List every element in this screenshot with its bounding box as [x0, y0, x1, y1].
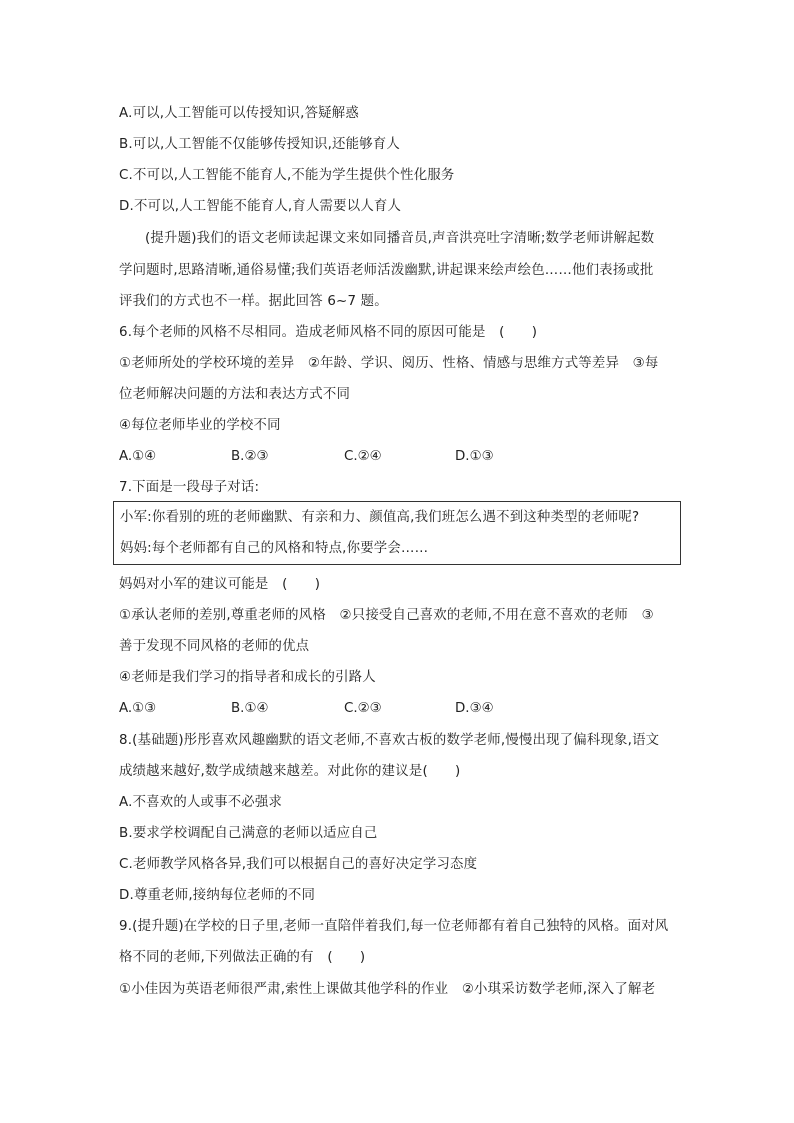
q9-item-line: ①小佳因为英语老师很严肃,索性上课做其他学科的作业 ②小琪采访数学老师,深入了解老: [119, 982, 656, 997]
q6-item-line: ④每位老师毕业的学校不同: [119, 418, 281, 433]
dialog-box: [113, 501, 681, 565]
q9-stem: 格不同的老师,下列做法正确的有 ( ): [119, 950, 366, 965]
q8-stem: 8.(基础题)彤彤喜欢风趣幽默的语文老师,不喜欢古板的数学老师,慢慢出现了偏科现象,语文: [119, 733, 660, 748]
q7-stem: 7.下面是一段母子对话:: [119, 480, 260, 495]
dialog-line-son: 小军:你看别的班的老师幽默、有亲和力、颜值高,我们班怎么遇不到这种类型的老师呢?: [120, 510, 640, 525]
q6-option-b: B.②③: [231, 449, 269, 464]
passage-line: 评我们的方式也不一样。据此回答 6~7 题。: [119, 294, 388, 309]
dialog-line-mom: 妈妈:每个老师都有自己的风格和特点,你要学会……: [120, 541, 429, 556]
passage-line: 学问题时,思路清晰,通俗易懂;我们英语老师活泼幽默,讲起课来绘声绘色……他们表扬或批: [119, 263, 654, 278]
q8-option-b: B.要求学校调配自己满意的老师以适应自己: [119, 826, 378, 841]
q9-stem: 9.(提升题)在学校的日子里,老师一直陪伴着我们,每一位老师都有着自己独特的风格。面对风: [119, 919, 669, 934]
q7-item-line: 善于发现不同风格的老师的优点: [119, 639, 310, 654]
q5-option-b: B.可以,人工智能不仅能够传授知识,还能够育人: [119, 137, 400, 152]
q8-option-d: D.尊重老师,接纳每位老师的不同: [119, 888, 316, 903]
q6-item-line: ①老师所处的学校环境的差异 ②年龄、学识、阅历、性格、情感与思维方式等差异 ③每: [119, 356, 659, 371]
q7-option-d: D.③④: [455, 701, 494, 716]
q7-option-c: C.②③: [344, 701, 382, 716]
q5-option-a: A.可以,人工智能可以传授知识,答疑解惑: [119, 106, 359, 121]
q6-option-a: A.①④: [119, 449, 157, 464]
q8-stem: 成绩越来越好,数学成绩越来越差。对此你的建议是( ): [119, 764, 461, 779]
q8-option-a: A.不喜欢的人或事不必强求: [119, 795, 283, 810]
q7-option-a: A.①③: [119, 701, 157, 716]
q5-option-d: D.不可以,人工智能不能育人,育人需要以人育人: [119, 199, 402, 214]
q6-option-c: C.②④: [344, 449, 382, 464]
q5-option-c: C.不可以,人工智能不能育人,不能为学生提供个性化服务: [119, 168, 455, 183]
q7-item-line: ①承认老师的差别,尊重老师的风格 ②只接受自己喜欢的老师,不用在意不喜欢的老师 ③: [119, 608, 654, 623]
q7-options: [119, 700, 639, 718]
q6-stem: 6.每个老师的风格不尽相同。造成老师风格不同的原因可能是 ( ): [119, 325, 538, 340]
q6-options: [119, 448, 639, 466]
passage-line: (提升题)我们的语文老师读起课文来如同播音员,声音洪亮吐字清晰;数学老师讲解起数: [145, 231, 655, 246]
q6-item-line: 位老师解决问题的方法和表达方式不同: [119, 387, 351, 402]
q6-option-d: D.①③: [455, 449, 494, 464]
q7-question: 妈妈对小军的建议可能是 ( ): [119, 577, 321, 592]
q7-option-b: B.①④: [231, 701, 269, 716]
q8-option-c: C.老师教学风格各异,我们可以根据自己的喜好决定学习态度: [119, 857, 478, 872]
q7-item-line: ④老师是我们学习的指导者和成长的引路人: [119, 670, 376, 685]
